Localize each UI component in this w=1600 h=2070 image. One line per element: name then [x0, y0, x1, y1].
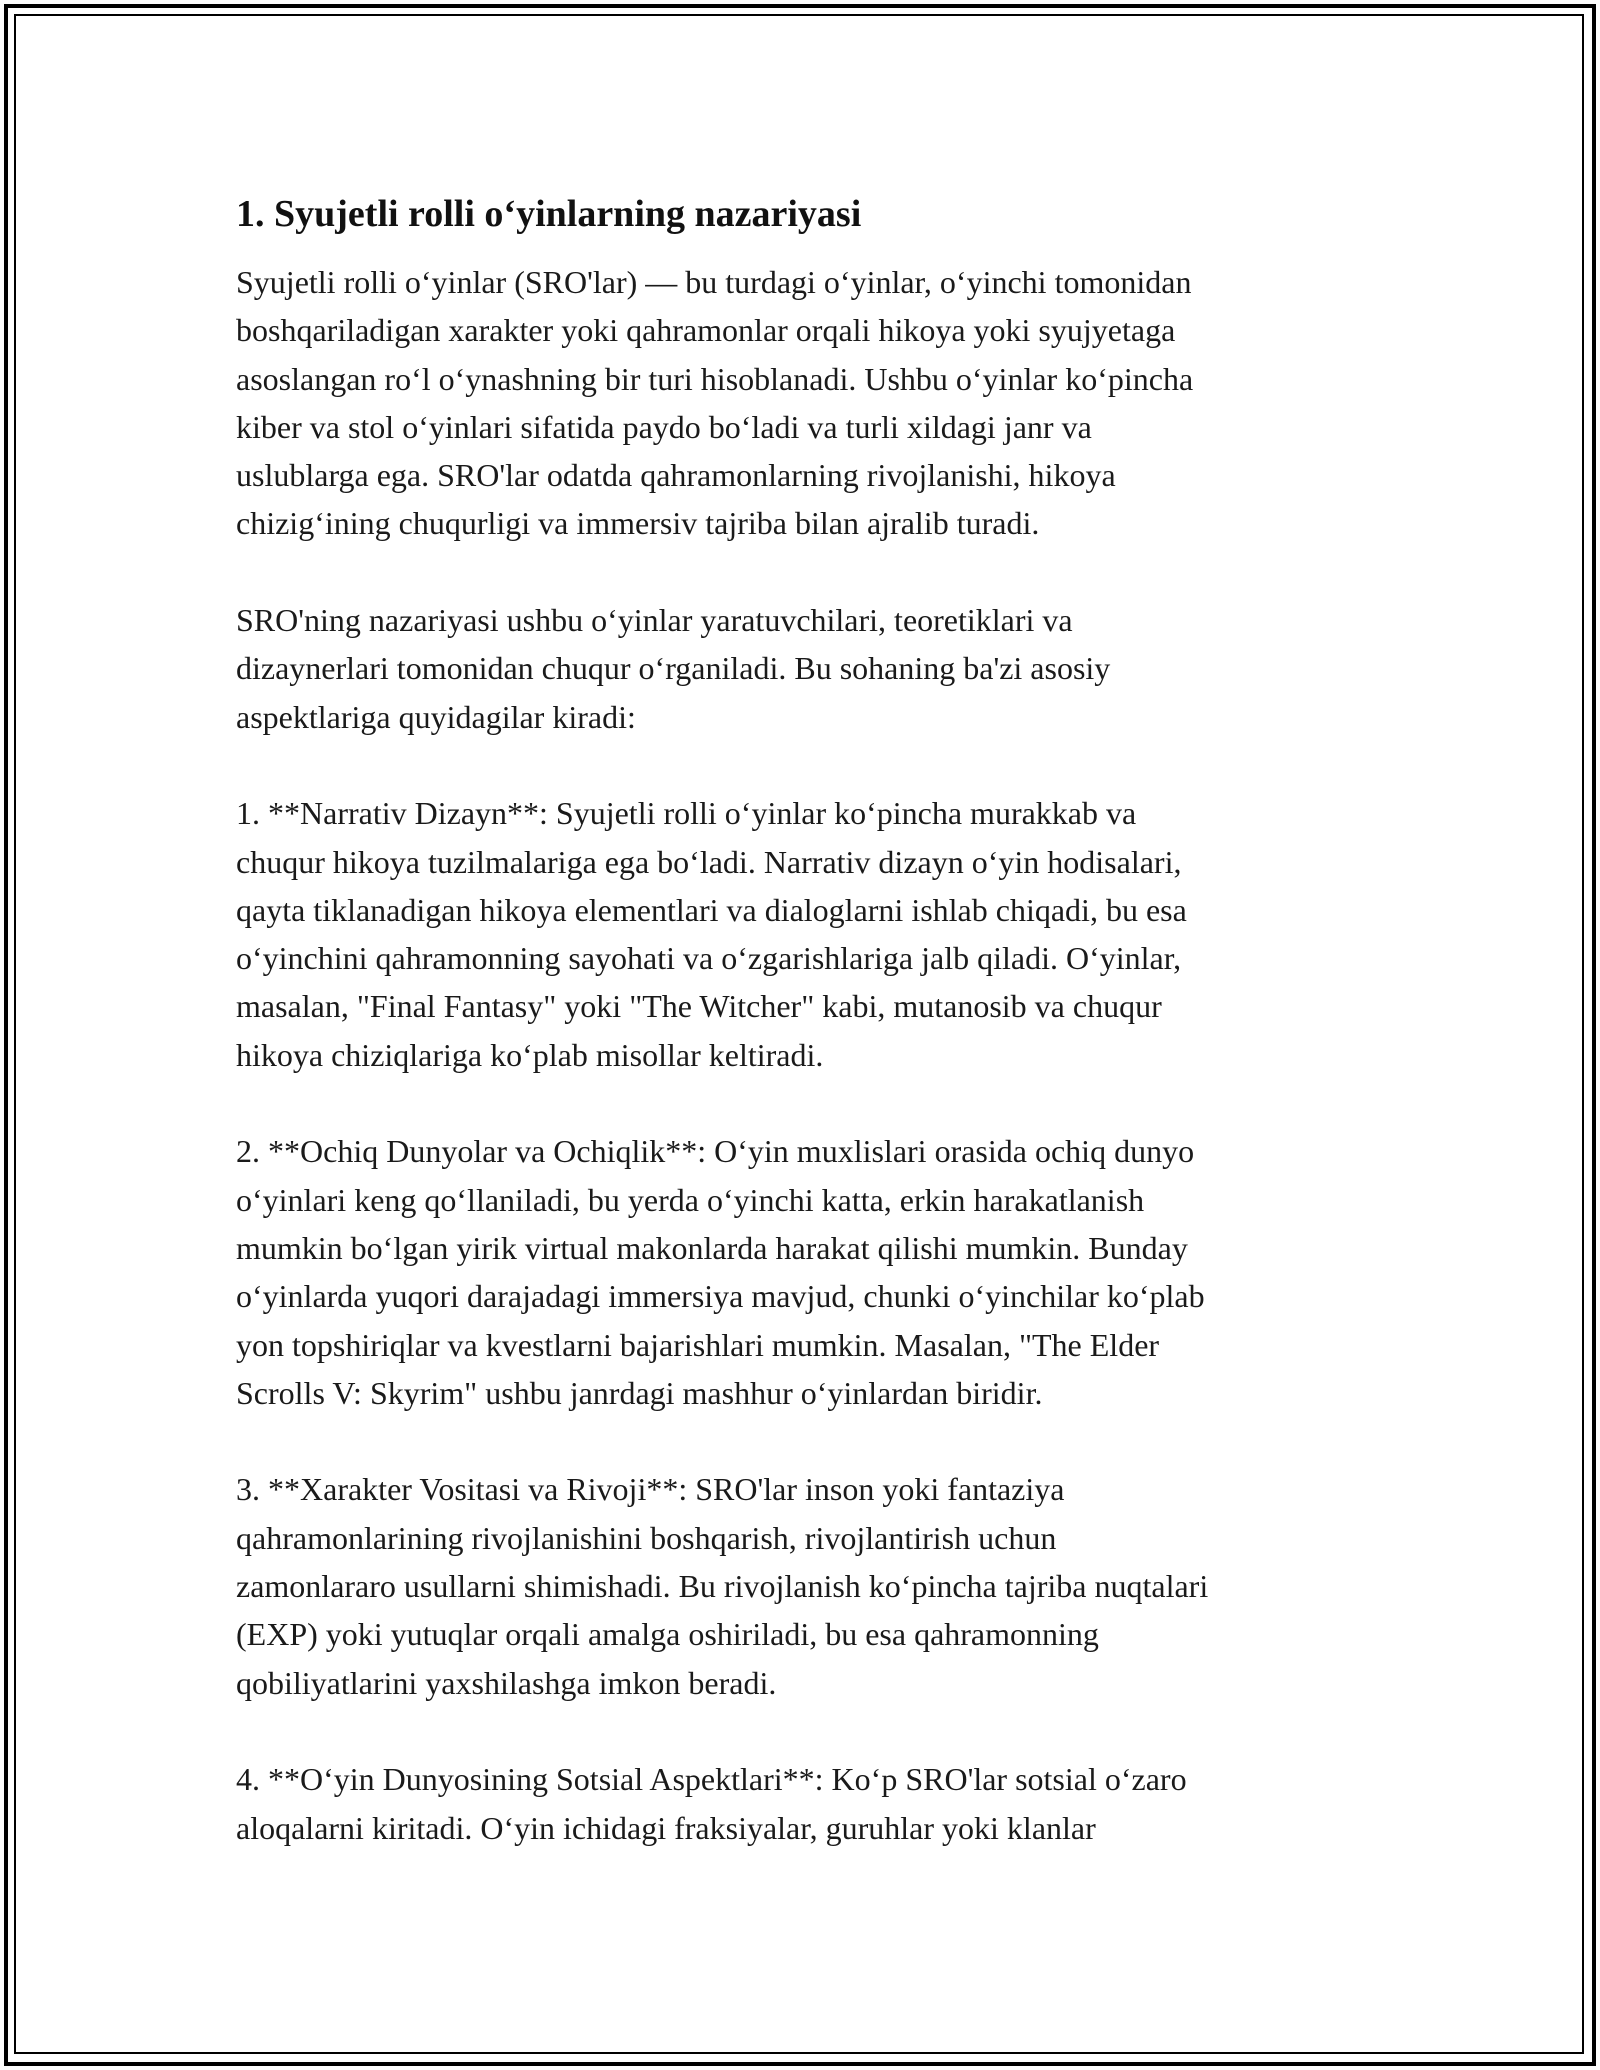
- paragraph-line: 1. **Narrativ Dizayn**: Syujetli rolli o‘yinlar ko‘pincha murakkab va: [236, 795, 1137, 832]
- paragraph-line: o‘yinchini qahramonning sayohati va o‘zgarishlariga jalb qiladi. O‘yinlar,: [236, 940, 1182, 977]
- section-heading: 1. Syujetli rolli o‘yinlarning nazariyasi: [236, 193, 862, 235]
- paragraph-line: qobiliyatlarini yaxshilashga imkon beradi.: [236, 1664, 777, 1701]
- paragraph-line: qahramonlarining rivojlanishini boshqarish, rivojlantirish uchun: [236, 1519, 1057, 1556]
- paragraph-line: kiber va stol o‘yinlari sifatida paydo bo‘ladi va turli xildagi janr va: [236, 408, 1092, 445]
- paragraph-line: Syujetli rolli o‘yinlar (SRO'lar) — bu turdagi o‘yinlar, o‘yinchi tomonidan: [236, 264, 1192, 300]
- paragraph-line: zamonlararo usullarni shimishadi. Bu rivojlanish ko‘pincha tajriba nuqtalari: [236, 1568, 1209, 1605]
- paragraph-line: boshqariladigan xarakter yoki qahramonlar orqali hikoya yoki syujyetaga: [236, 312, 1176, 349]
- paragraph-line: Scrolls V: Skyrim" ushbu janrdagi mashhur o‘yinlardan biridir.: [236, 1374, 1043, 1411]
- body-paragraph: [236, 1755, 1366, 1852]
- paragraph-line: qayta tiklanadigan hikoya elementlari va dialoglarni ishlab chiqadi, bu esa: [236, 891, 1187, 928]
- paragraph-line: chuqur hikoya tuzilmalariga ega bo‘ladi. Narrativ dizayn o‘yin hodisalari,: [236, 843, 1182, 880]
- paragraph-line: masalan, "Final Fantasy" yoki "The Witcher" kabi, mutanosib va chuqur: [236, 988, 1162, 1025]
- paragraph-line: SRO'ning nazariyasi ushbu o‘yinlar yaratuvchilari, teoretiklari va: [236, 602, 1073, 639]
- paragraph-line: aloqalarni kiritadi. O‘yin ichidagi fraksiyalar, guruhlar yoki klanlar: [236, 1809, 1096, 1846]
- document-body: [236, 186, 1366, 1900]
- paragraph-line: (EXP) yoki yutuqlar orqali amalga oshiriladi, bu esa qahramonning: [236, 1616, 1099, 1653]
- paragraph-line: o‘yinlarda yuqori darajadagi immersiya mavjud, chunki o‘yinchilar ko‘plab: [236, 1278, 1205, 1315]
- paragraph-line: 2. **Ochiq Dunyolar va Ochiqlik**: O‘yin muxlislari orasida ochiq dunyo: [236, 1133, 1195, 1170]
- paragraph-line: dizaynerlari tomonidan chuqur o‘rganiladi. Bu sohaning ba'zi asosiy: [236, 650, 1111, 687]
- body-paragraph: [236, 596, 1366, 741]
- paragraph-line: mumkin bo‘lgan yirik virtual makonlarda harakat qilishi mumkin. Bunday: [236, 1229, 1188, 1266]
- paragraph-line: 3. **Xarakter Vositasi va Rivoji**: SRO'lar inson yoki fantaziya: [236, 1471, 1065, 1508]
- paragraph-line: yon topshiriqlar va kvestlarni bajarishlari mumkin. Masalan, "The Elder: [236, 1326, 1160, 1363]
- body-paragraph: [236, 258, 1366, 548]
- paragraph-line: uslublarga ega. SRO'lar odatda qahramonlarning rivojlanishi, hikoya: [236, 457, 1116, 494]
- body-paragraph: [236, 1127, 1366, 1417]
- paragraph-line: chizig‘ining chuqurligi va immersiv tajriba bilan ajralib turadi.: [236, 505, 1040, 542]
- paragraph-list: [236, 258, 1366, 1852]
- body-paragraph: [236, 1465, 1366, 1706]
- paragraph-line: hikoya chiziqlariga ko‘plab misollar keltiradi.: [236, 1036, 824, 1073]
- paragraph-line: 4. **O‘yin Dunyosining Sotsial Aspektlari**: Ko‘p SRO'lar sotsial o‘zaro: [236, 1761, 1187, 1798]
- paragraph-line: asoslangan ro‘l o‘ynashning bir turi hisoblanadi. Ushbu o‘yinlar ko‘pincha: [236, 360, 1194, 397]
- paragraph-line: o‘yinlari keng qo‘llaniladi, bu yerda o‘yinchi katta, erkin harakatlanish: [236, 1181, 1145, 1218]
- paragraph-line: aspektlariga quyidagilar kiradi:: [236, 698, 636, 735]
- body-paragraph: [236, 789, 1366, 1079]
